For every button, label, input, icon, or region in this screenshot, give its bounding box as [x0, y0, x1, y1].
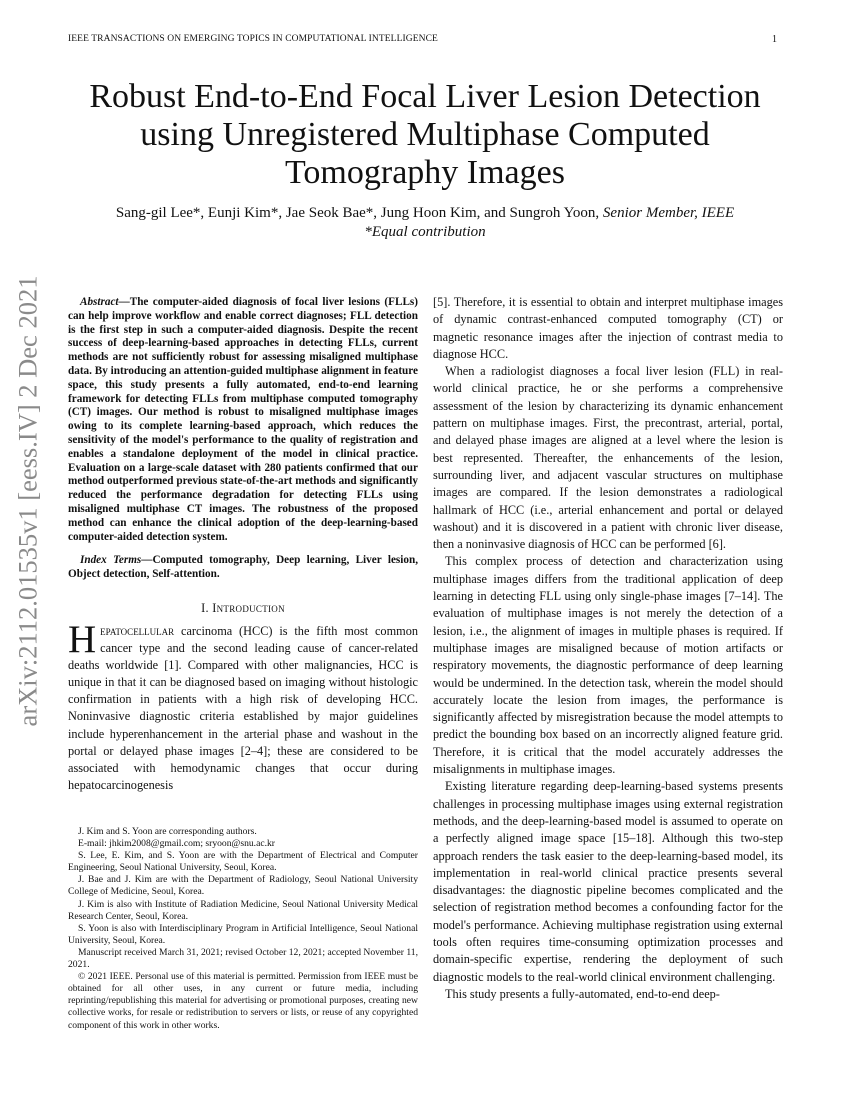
author-list — [60, 204, 790, 223]
dropcap-word: epatocellular — [100, 623, 175, 638]
journal-header: IEEE TRANSACTIONS ON EMERGING TOPICS IN COMPUTATIONAL INTELLIGENCE — [68, 34, 438, 44]
page-number: 1 — [772, 34, 777, 45]
arxiv-id-text: arXiv:2112.01535v1 [eess.IV] 2 Dec 2021 — [12, 275, 43, 727]
arxiv-side-stamp — [0, 275, 56, 727]
footnote-manuscript-dates: Manuscript received March 31, 2021; revised October 12, 2021; accepted November 11, 2021. — [68, 946, 418, 971]
body-paragraph: When a radiologist diagnoses a focal liver lesion (FLL) in real-world clinical practice, he or she performs a comprehensive assessment of the lesion by characterizing its dynamic enhancement pattern on multiphase images. First, the precontrast, arterial, portal, and delayed phase images are aligned at a level where the lesion is best represented. Thereafter, the enhancements of the lesion, surrounding liver, and adjacent vascular structures on multiphase images are compared. If the lesion demonstrates a radiological hallmark of HCC (i.e., arterial enhancement and portal or delayed washout) and it is discovered in a patient with chronic liver disease, then a noninvasive diagnosis of HCC can be performed [6]. — [433, 364, 783, 552]
footnote-affiliation-ece: S. Lee, E. Kim, and S. Yoon are with the Department of Electrical and Computer Engineering, Seoul National University, Seoul, Korea. — [68, 850, 418, 874]
author-membership: Senior Member, IEEE — [602, 205, 735, 221]
abstract-label: Abstract — [80, 296, 119, 308]
body-paragraph: This study presents a fully-automated, end-to-end deep- — [445, 986, 720, 1001]
footnote-email: E-mail: jhkim2008@gmail.com; sryoon@snu.ac.kr — [78, 838, 275, 850]
equal-contribution-note: *Equal contribution — [364, 224, 486, 240]
author-names: Sang-gil Lee*, Eunji Kim*, Jae Seok Bae*, Jung Hoon Kim, and Sungroh Yoon, — [115, 205, 600, 221]
body-paragraph: Existing literature regarding deep-learning-based systems presents challenges in processing multiphase images using external registration methods, and the deep-learning-based model is assumed to operate on a perfectly aligned image space [15–18]. Although this two-step approach renders the task easier to the deep-learning-based model, its implementation in real-world clinical practice presents several disadvantages: the diagnostic pipeline becomes complicated and the selection of registration method becomes a confounding factor for the model's performance. Achieving multiphase registration using external tools often requires time-consuming optimization processes and domain-specific expertise, rendering the deployment of such diagnostic models to the real-world clinical environment challenging. — [433, 779, 783, 984]
footnote-affiliation-radiology: J. Bae and J. Kim are with the Department of Radiology, Seoul National University College of Medicine, Seoul, Korea. — [68, 874, 418, 898]
dropcap-letter: H — [68, 617, 97, 661]
index-terms — [68, 554, 418, 582]
introduction-text: carcinoma (HCC) is the fifth most common cancer type and the second leading cause of cancer-related deaths worldwide [1]. Compared with other malignancies, HCC is unique in that it can be diagnosed based on imaging without histologic confirmation in patients with a high risk of developing HCC. Noninvasive diagnostic criteria established by major guidelines include hyperenhancement in the arterial phase and washout in the portal or delayed phase images [2–4]; these are considered to be associated with hemodynamic changes that occur during hepatocarcinogenesis — [68, 623, 418, 792]
footnote-corresponding: J. Kim and S. Yoon are corresponding authors. — [78, 826, 257, 837]
introduction-paragraph — [68, 617, 418, 794]
footnote-affiliation-radiation: J. Kim is also with Institute of Radiation Medicine, Seoul National University Medical Research Center, Seoul, Korea. — [68, 898, 418, 922]
section-heading-introduction: I. Introduction — [201, 600, 285, 615]
abstract — [68, 296, 418, 544]
paper-title: Robust End-to-End Focal Liver Lesion Detection using Unregistered Multiphase Computed Tomography Images — [89, 78, 761, 191]
index-terms-text: —Computed tomography, Deep learning, Liver lesion, Object detection, Self-attention. — [68, 554, 418, 581]
body-paragraph: This complex process of detection and characterization using multiphase images differs from the traditional application of deep learning in detecting FLL using only single-phase images [7–14]. The evaluation of multiphase images is not merely the detection of a lesion, i.e., the alignment of images in multiple phases is required. If multiphase images are misaligned because of motion artifacts or respiratory movements, the diagnostic performance of deep learning would be undermined. In the detection task, wherein the model should accurately locate the lesion from images, the performance is significantly affected by misregistration because the model attempts to predict the bounding box based on an incorrectly aligned feature grid. Therefore, it is critical that the model accurately addresses the misalignments in multiphase images. — [433, 554, 783, 777]
footnote-copyright: © 2021 IEEE. Personal use of this material is permitted. Permission from IEEE must be obtained for all other uses, in any current or future media, including reprinting/republishing this material for advertising or promotional purposes, creating new collective works, for resale or redistribution to servers or lists, or reuse of any copyrighted component of this work in other works. — [68, 971, 418, 1031]
right-column — [433, 294, 783, 1003]
footnotes — [68, 826, 418, 1032]
abstract-text: —The computer-aided diagnosis of focal liver lesions (FLLs) can help improve workflow and enable correct diagnoses; FLL detection is the first step in such a computer-aided diagnosis. Despite the recent success of deep-learning-based approaches in detecting FLLs, current methods are not sufficiently robust for assessing misaligned multiphase data. By introducing an attention-guided multiphase alignment in feature space, this study presents a fully automated, end-to-end learning framework for detecting FLLs from multiphase computed tomography (CT) images. Our method is robust to misaligned multiphase images owing to its complete learning-based approach, which reduces the sensitivity of the model's performance to the quality of registration and enables a standalone deployment of the model in clinical practice. Evaluation on a large-scale dataset with 280 patients confirmed that our method outperformed previous state-of-the-art methods and significantly reduced the performance degradation for detecting FLLs using misaligned multiphase CT images. The robustness of the proposed method can enhance the clinical adoption of the deep-learning-based computer-aided detection system. — [68, 296, 418, 543]
body-paragraph: [5]. Therefore, it is essential to obtain and interpret multiphase images of dynamic contrast-enhanced computed tomography (CT) or magnetic resonance images after the injection of contrast media to diagnose HCC. — [433, 295, 783, 361]
left-column — [68, 296, 418, 794]
footnote-affiliation-ai: S. Yoon is also with Interdisciplinary Program in Artificial Intelligence, Seoul National University, Seoul, Korea. — [68, 922, 418, 946]
index-terms-label: Index Terms — [80, 554, 142, 567]
